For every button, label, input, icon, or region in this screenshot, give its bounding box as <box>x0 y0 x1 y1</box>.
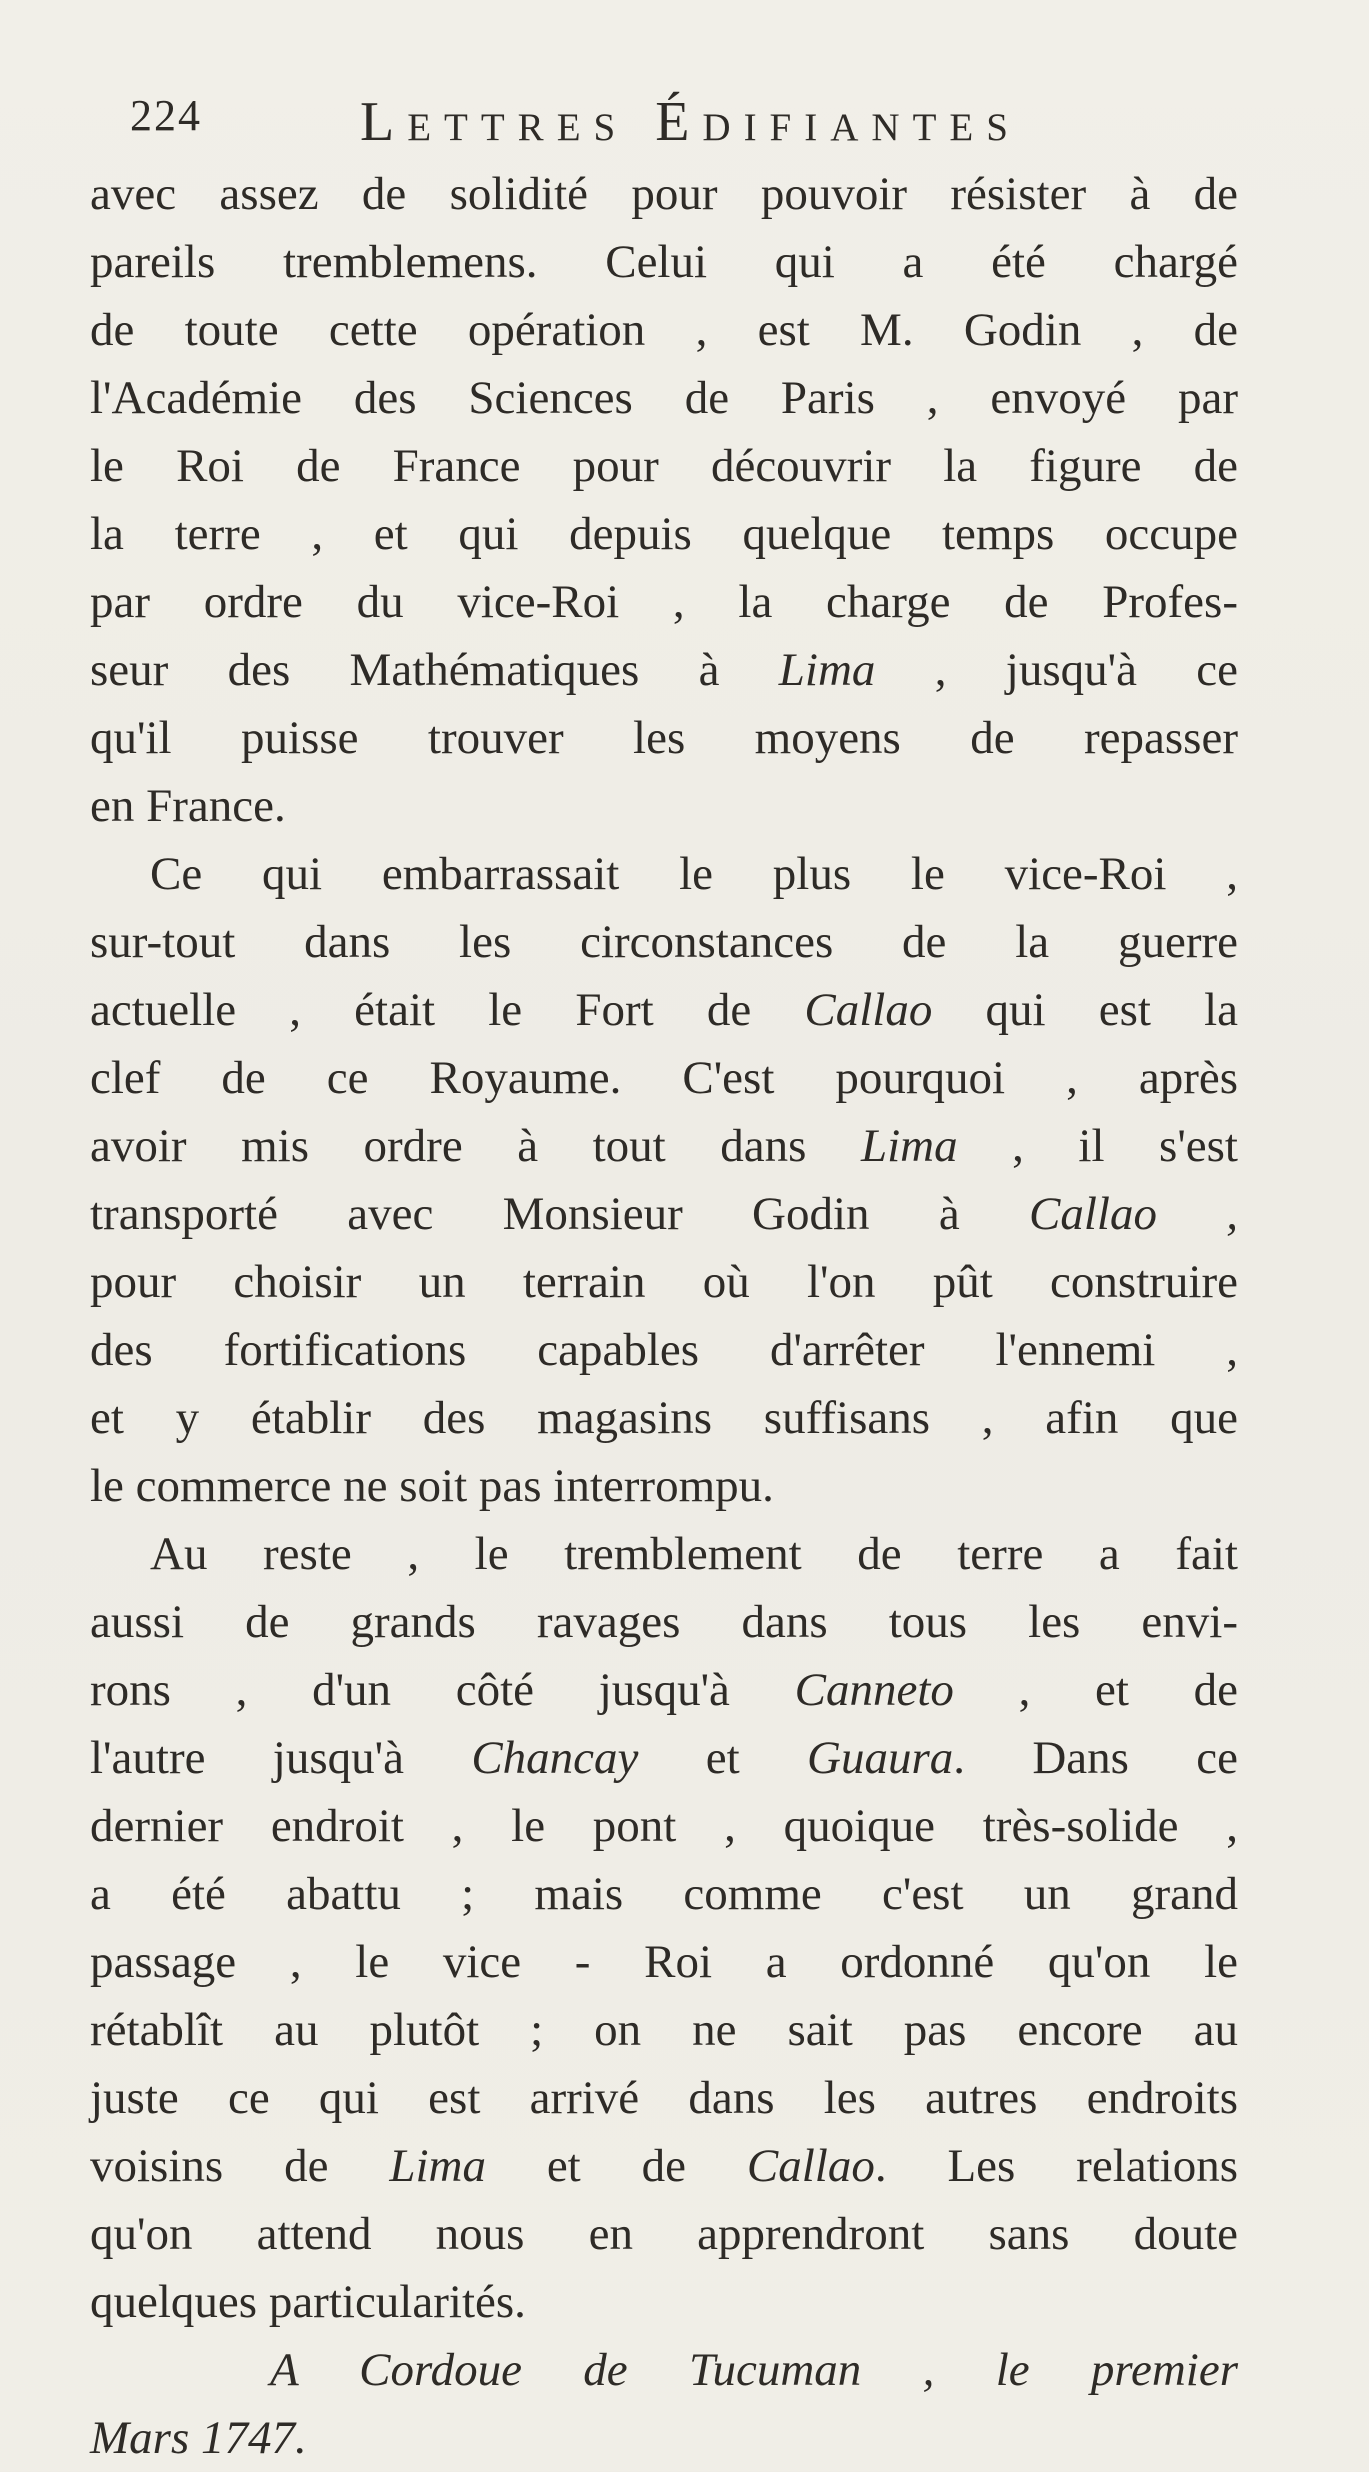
text-line: clef de ce Royaume. C'est pourquoi , après <box>90 1052 1238 1104</box>
text-line: qu'on attend nous en apprendront sans doute <box>90 2208 1238 2260</box>
text-line: aussi de grands ravages dans tous les envi- <box>90 1596 1238 1648</box>
text-line: par ordre du vice-Roi , la charge de Profes- <box>90 576 1238 628</box>
text-line: dernier endroit , le pont , quoique très-solide , <box>90 1800 1238 1852</box>
text-line: le Roi de France pour découvrir la figure de <box>90 440 1238 492</box>
text-line: le commerce ne soit pas interrompu. <box>90 1460 774 1512</box>
text-line: rons , d'un côté jusqu'à Canneto , et de <box>90 1664 1239 1716</box>
page-number: 224 <box>130 91 202 140</box>
text-line: sur-tout dans les circonstances de la guerre <box>90 916 1238 968</box>
text-line: rétablît au plutôt ; on ne sait pas encore au <box>90 2004 1238 2056</box>
body-text <box>90 160 1238 2472</box>
paragraph-start: Au reste , le tremblement de terre a fait <box>150 1528 1238 1580</box>
text-line: voisins de Lima et de Callao. Les relations <box>90 2140 1239 2192</box>
text-line: juste ce qui est arrivé dans les autres endroits <box>90 2072 1238 2124</box>
text-line: la terre , et qui depuis quelque temps occupe <box>90 508 1238 560</box>
text-line: l'autre jusqu'à Chancay et Guaura. Dans ce <box>90 1732 1238 1784</box>
text-line: l'Académie des Sciences de Paris , envoyé par <box>90 372 1238 424</box>
signature-line: A Cordoue de Tucuman , le premier <box>270 2344 1238 2396</box>
text-line: en France. <box>90 780 286 832</box>
text-line: seur des Mathématiques à Lima , jusqu'à ce <box>90 644 1238 696</box>
text-line: quelques particularités. <box>90 2276 526 2328</box>
text-line: pareils tremblemens. Celui qui a été chargé <box>90 236 1238 288</box>
text-line: actuelle , était le Fort de Callao qui est la <box>90 984 1238 1036</box>
text-line: et y établir des magasins suffisans , afin que <box>90 1392 1238 1444</box>
text-line: pour choisir un terrain où l'on pût construire <box>90 1256 1238 1308</box>
running-title: Lettres Édifiantes <box>360 91 1021 153</box>
text-line: a été abattu ; mais comme c'est un grand <box>90 1868 1238 1920</box>
text-line: des fortifications capables d'arrêter l'ennemi , <box>90 1324 1238 1376</box>
text-line: avoir mis ordre à tout dans Lima , il s'est <box>90 1120 1238 1172</box>
text-line: passage , le vice - Roi a ordonné qu'on le <box>90 1936 1238 1988</box>
text-line: avec assez de solidité pour pouvoir résister à de <box>90 168 1238 220</box>
paragraph-start: Ce qui embarrassait le plus le vice-Roi , <box>150 848 1238 900</box>
page-header <box>130 90 1280 160</box>
date-line: Mars 1747. <box>90 2412 307 2464</box>
text-line: transporté avec Monsieur Godin à Callao , <box>90 1188 1238 1240</box>
text-line: qu'il puisse trouver les moyens de repasser <box>90 712 1238 764</box>
text-line: de toute cette opération , est M. Godin , de <box>90 304 1238 356</box>
